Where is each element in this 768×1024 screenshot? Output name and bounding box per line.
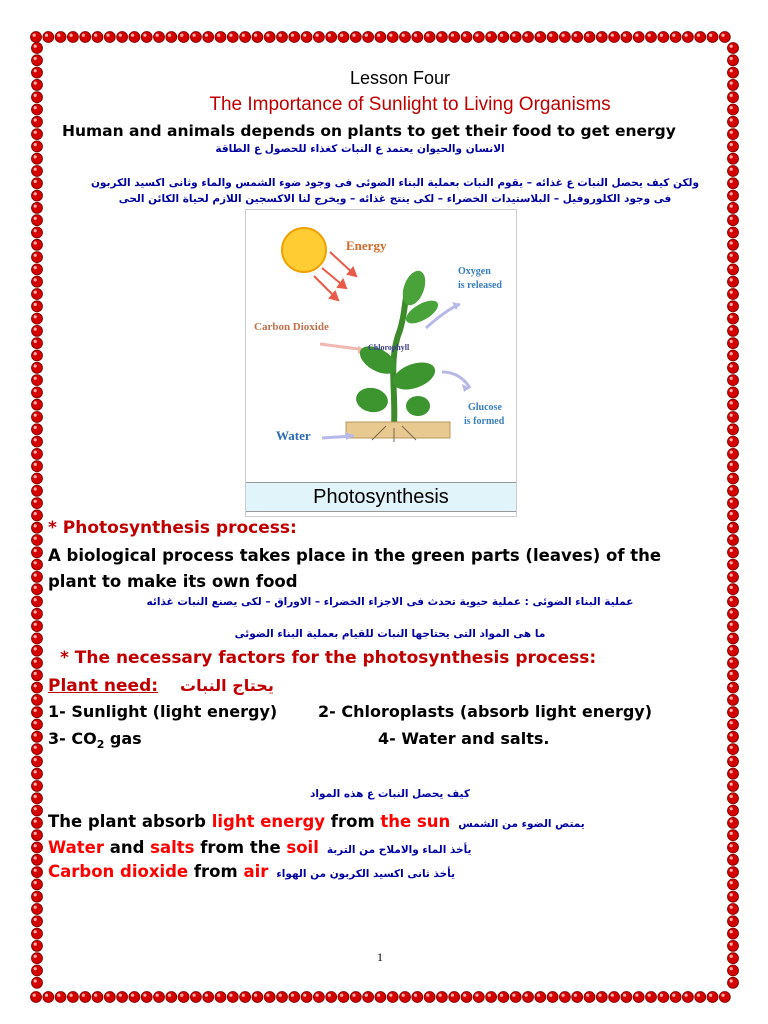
border-bead-highlight [34,451,37,454]
border-bead-highlight [34,352,37,355]
border-bead-highlight [730,438,733,441]
border-bead-highlight [34,155,37,158]
border-bead-highlight [730,770,733,773]
intro-english: Human and animals depends on plants to get their food to get energy [62,122,676,140]
page-content [40,0,730,1024]
border-bead-highlight [730,487,733,490]
source-text: from the [194,838,287,857]
border-bead-highlight [730,967,733,970]
chlorophyll-label: Chlorophyll [368,343,410,352]
page-number: 1 [377,950,383,964]
border-bead-highlight [34,500,37,503]
border-bead-highlight [730,340,733,343]
border-bead-highlight [730,537,733,540]
source-light-line [48,812,585,831]
border-bead-highlight [730,426,733,429]
energy-label: Energy [346,238,387,253]
soil [346,422,450,438]
border-bead-highlight [730,217,733,220]
border-bead-highlight [34,57,37,60]
border-bead-highlight [730,647,733,650]
border-bead-highlight [34,254,37,257]
border-bead-highlight [730,623,733,626]
border-bead-highlight [34,426,37,429]
border-bead-highlight [34,524,37,527]
border-bead-highlight [730,118,733,121]
photosynthesis-diagram [245,209,517,517]
plant-need-label: Plant need: [48,676,159,696]
border-bead-highlight [34,697,37,700]
border-bead-highlight [730,574,733,577]
border-bead-highlight [730,856,733,859]
border-bead-highlight [730,869,733,872]
border-bead-highlight [730,598,733,601]
border-bead-highlight [34,278,37,281]
border-bead-highlight [730,352,733,355]
border-bead-highlight [730,943,733,946]
border-bead-highlight [34,487,37,490]
border-bead-highlight [34,94,37,97]
source-text: from [188,862,244,881]
source-text: and [103,838,151,857]
border-bead-highlight [730,328,733,331]
border-bead-highlight [34,684,37,687]
border-bead-highlight [34,180,37,183]
plant-stem [393,290,408,426]
source-text: The plant absorb [48,812,212,831]
source-highlight: air [243,862,269,881]
border-bead-highlight [730,143,733,146]
border-bead-highlight [730,918,733,921]
diagram-caption: Photosynthesis [246,482,516,512]
border-bead-highlight [730,820,733,823]
border-bead-highlight [34,758,37,761]
border-bead-highlight [34,315,37,318]
border-bead-highlight [34,364,37,367]
border-bead-highlight [730,168,733,171]
border-bead-highlight [34,635,37,638]
source-highlight: soil [286,838,319,857]
border-bead-highlight [730,500,733,503]
border-bead-highlight [34,943,37,946]
border-bead-highlight [730,881,733,884]
border-bead-highlight [34,820,37,823]
border-bead-highlight [730,45,733,48]
border-bead-highlight [730,697,733,700]
sun-icon [282,228,326,272]
border-bead-highlight [34,967,37,970]
source-arabic: يأخذ ثانى اكسيد الكربون من الهواء [276,868,456,880]
border-bead-highlight [730,783,733,786]
border-bead-highlight [730,291,733,294]
border-bead-highlight [730,746,733,749]
border-bead-highlight [730,192,733,195]
border-bead-highlight [730,795,733,798]
border-bead-highlight [34,672,37,675]
border-bead-highlight [34,377,37,380]
border-bead-highlight [730,229,733,232]
border-bead-highlight [730,303,733,306]
border-bead-highlight [34,205,37,208]
border-bead-highlight [34,709,37,712]
definition-arabic: عملية البناء الضوئى : عملية حيوية تحدث فى الاجزاء الخضراء – الاوراق – لكى يصنع النبات غذائه [146,596,634,608]
border-bead-highlight [34,106,37,109]
border-bead-highlight [34,856,37,859]
border-bead-highlight [730,561,733,564]
border-bead-highlight [34,561,37,564]
border-bead-highlight [34,168,37,171]
co2-subscript: 2 [96,738,105,752]
border-bead-highlight [730,844,733,847]
border-bead-highlight [34,869,37,872]
border-bead-highlight [34,930,37,933]
photosynthesis-heading: * Photosynthesis process: [48,518,297,538]
border-bead-highlight [730,979,733,982]
source-highlight: salts [150,838,195,857]
border-bead-highlight [730,549,733,552]
border-bead-highlight [730,254,733,257]
glucose-label-1: Glucose [468,402,502,413]
border-bead-highlight [34,647,37,650]
border-bead-highlight [34,918,37,921]
border-bead-highlight [34,463,37,466]
border-bead-highlight [34,807,37,810]
source-arabic: يمتص الضوء من الشمس [458,818,585,830]
border-bead-highlight [730,155,733,158]
factor-chloroplasts: 2- Chloroplasts (absorb light energy) [318,702,653,721]
border-bead-highlight [34,770,37,773]
border-bead-highlight [730,266,733,269]
oxygen-label-1: Oxygen [458,266,491,277]
border-bead-highlight [34,131,37,134]
border-bead-highlight [730,586,733,589]
border-bead-highlight [34,893,37,896]
oxygen-label-2: is released [458,280,502,291]
border-bead-highlight [34,783,37,786]
co2-text: 3- CO [48,729,97,748]
border-bead-highlight [730,389,733,392]
border-bead-highlight [34,266,37,269]
definition-line1: A biological process takes place in the green parts (leaves) of the [48,546,662,565]
border-bead-highlight [34,955,37,958]
source-highlight: light energy [211,812,326,831]
materials-question-arabic: ما هى المواد التى يحتاجها النبات للقيام بعملية البناء الضوئى [234,628,546,640]
source-text: from [325,812,381,831]
border-bead-highlight [34,574,37,577]
border-bead-highlight [730,241,733,244]
border-bead-highlight [730,475,733,478]
border-bead-highlight [34,69,37,72]
source-arabic: يأخذ الماء والاملاح من التربة [326,844,472,856]
border-bead-highlight [34,291,37,294]
factor-co2 [48,729,142,751]
definition-line2: plant to make its own food [48,572,298,591]
factor-water-salts: 4- Water and salts. [378,729,550,748]
border-bead-highlight [34,303,37,306]
border-bead-highlight [730,180,733,183]
border-bead-highlight [730,524,733,527]
source-highlight: Water [48,838,104,857]
border-bead-highlight [730,451,733,454]
main-title: The Importance of Sunlight to Living Organisms [209,94,611,115]
border-bead-highlight [730,807,733,810]
border-bead-highlight [34,192,37,195]
border-bead-highlight [34,549,37,552]
factors-heading: * The necessary factors for the photosynthesis process: [60,648,597,668]
border-bead-highlight [34,906,37,909]
source-highlight: the sun [380,812,451,831]
lesson-title: Lesson Four [349,68,451,88]
border-bead-highlight [730,205,733,208]
source-co2-line [48,862,455,881]
border-bead-highlight [730,721,733,724]
border-bead-highlight [730,906,733,909]
border-bead-highlight [34,512,37,515]
border-bead-highlight [34,660,37,663]
border-bead-highlight [34,881,37,884]
border-bead-highlight [730,414,733,417]
sources-question-arabic: كيف يحصل النبات ع هذه المواد [310,788,470,800]
border-bead-highlight [34,328,37,331]
border-bead-highlight [34,844,37,847]
border-bead-highlight [34,623,37,626]
border-bead-highlight [730,955,733,958]
border-bead-highlight [34,118,37,121]
source-water-line [48,838,472,857]
border-bead-highlight [34,475,37,478]
border-bead-highlight [730,893,733,896]
border-bead-highlight [730,315,733,318]
border-bead-highlight [34,45,37,48]
border-bead-highlight [34,795,37,798]
border-bead-highlight [730,832,733,835]
border-bead-highlight [34,241,37,244]
border-bead-highlight [730,512,733,515]
glucose-label-2: is formed [464,416,505,427]
border-bead-highlight [730,57,733,60]
water-label: Water [276,428,311,443]
border-bead-highlight [34,414,37,417]
border-bead-highlight [34,721,37,724]
border-bead-highlight [730,463,733,466]
border-bead-highlight [34,340,37,343]
border-bead-highlight [34,537,37,540]
border-bead-highlight [730,672,733,675]
border-bead-highlight [730,635,733,638]
source-highlight: Carbon dioxide [48,862,189,881]
border-bead-highlight [34,733,37,736]
intro-arabic: الانسان والحيوان يعتمد ع النبات كغذاء للحصول ع الطاقة [215,143,505,155]
glucose-arrow [442,372,470,388]
border-bead-highlight [730,660,733,663]
border-bead-highlight [34,746,37,749]
border-bead-highlight [34,143,37,146]
border-bead-highlight [730,758,733,761]
border-bead-highlight [34,82,37,85]
border-bead-highlight [730,709,733,712]
border-bead-highlight [730,131,733,134]
carbon-dioxide-label: Carbon Dioxide [254,321,329,333]
border-bead-highlight [34,979,37,982]
border-bead-highlight [730,377,733,380]
how-arabic-line1: ولكن كيف يحصل النبات ع غذائه – يقوم النبات بعملية البناء الضوئى فى وجود ضوء الشمس والماء وثانى اكسيد الكربون [90,177,700,189]
border-bead-highlight [730,930,733,933]
border-bead-highlight [34,598,37,601]
border-bead-highlight [730,610,733,613]
border-bead-highlight [730,684,733,687]
co2-gas-text: gas [104,729,142,748]
border-bead-highlight [34,832,37,835]
border-bead-highlight [34,229,37,232]
border-bead-highlight [730,278,733,281]
border-bead-highlight [34,586,37,589]
border-bead-highlight [730,733,733,736]
factor-sunlight: 1- Sunlight (light energy) [48,702,278,721]
border-bead-highlight [34,438,37,441]
plant-need-arabic: يحتاج النبات [180,676,274,695]
border-bead-highlight [34,401,37,404]
border-bead-highlight [34,217,37,220]
border-bead-highlight [730,401,733,404]
how-arabic-line2: فى وجود الكلوروفيل – البلاستيدات الخضراء – لكى ينتج غذائه – ويخرج لنا الاكسجين اللازم لحياة الكائن الحى [118,193,672,205]
border-bead-highlight [730,364,733,367]
border-bead-highlight [34,389,37,392]
border-bead-highlight [34,610,37,613]
